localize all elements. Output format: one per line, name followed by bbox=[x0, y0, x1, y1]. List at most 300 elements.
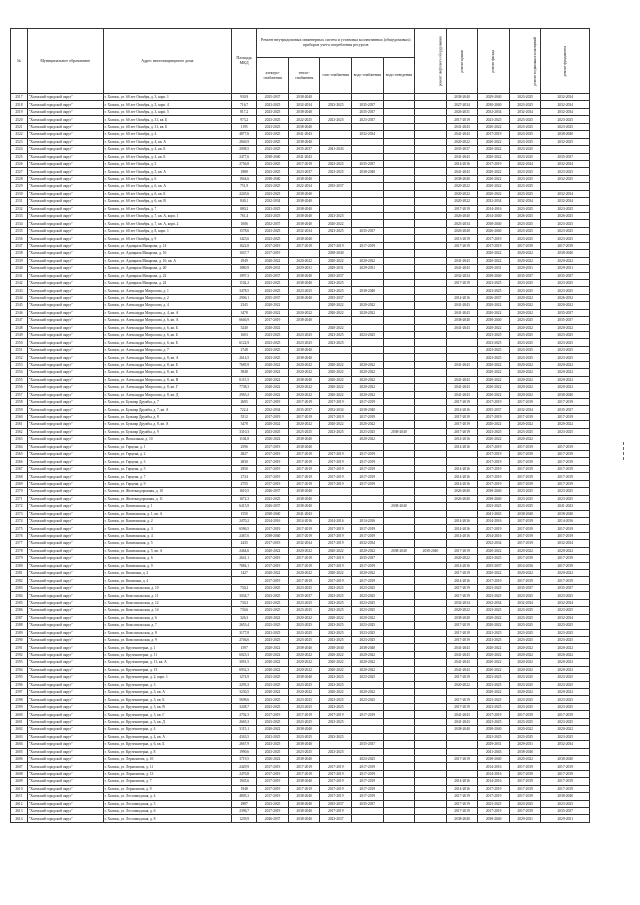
roof-cell bbox=[446, 332, 478, 339]
row-number: 2555 bbox=[11, 376, 28, 383]
table-row bbox=[11, 473, 590, 480]
roof-cell bbox=[446, 451, 478, 458]
foundation-cell: 2020-2022 bbox=[541, 257, 590, 264]
facade-cell: 2020-2022 bbox=[478, 138, 510, 145]
facade-cell: 2038-2040 bbox=[478, 317, 510, 324]
foundation-cell: 2023-2025 bbox=[541, 287, 590, 294]
address-cell: г. Холмск, ул. Адмирала Макарова, д. 22 bbox=[103, 272, 231, 279]
table-row bbox=[11, 220, 590, 227]
sewer-cell bbox=[383, 584, 415, 591]
facade-cell: 2020-2022 bbox=[478, 570, 510, 577]
table-row bbox=[11, 540, 590, 547]
table-row bbox=[11, 384, 590, 391]
table-row bbox=[11, 346, 590, 353]
roof-cell: 2014-2016 bbox=[446, 517, 478, 524]
water-cell: 2038-2040 bbox=[352, 168, 384, 175]
address-cell: г. Холмск, ул. Капитанская, д. 3 bbox=[103, 525, 231, 532]
gas-cell bbox=[320, 153, 352, 160]
foundation-cell: 2017-2019 bbox=[541, 555, 590, 562]
teplo-cell: 2038-2040 bbox=[288, 800, 320, 807]
address-cell: г. Холмск, ул. Крузенштерна, д. 3, кв. В bbox=[103, 703, 231, 710]
teplo-cell: 2023-2025 bbox=[288, 428, 320, 435]
roof-cell: 2035-2037 bbox=[446, 146, 478, 153]
area-cell: 3230,5 bbox=[232, 689, 257, 696]
electro-cell: 2017-2019 bbox=[257, 555, 289, 562]
basement-cell: 2023-2025 bbox=[509, 190, 541, 197]
facade-cell: 2026-2040 bbox=[478, 227, 510, 234]
foundation-cell: 2023-2025 bbox=[541, 116, 590, 123]
water-cell bbox=[352, 808, 384, 815]
lift-cell bbox=[415, 800, 447, 807]
foundation-cell: 2017-2019 bbox=[541, 785, 590, 792]
facade-cell: 2020-2022 bbox=[478, 547, 510, 554]
gas-cell: 2017-2019 bbox=[320, 480, 352, 487]
row-number: 2563 bbox=[11, 436, 28, 443]
address-cell: г. Холмск, ул. 60 лет Октября, д. 4 bbox=[103, 131, 231, 138]
address-cell: г. Холмск, ул. 60 лет Октября, д. 4, кв. Б bbox=[103, 153, 231, 160]
gas-cell: 2020-2022 bbox=[320, 391, 352, 398]
area-cell: 2950 bbox=[232, 465, 257, 472]
facade-cell: 2023-2025 bbox=[478, 116, 510, 123]
sewer-cell bbox=[383, 369, 415, 376]
basement-cell: 2038-2040 bbox=[509, 510, 541, 517]
foundation-cell: 2020-2022 bbox=[541, 651, 590, 658]
municipality-cell: "Холмский городской округ" bbox=[27, 324, 103, 331]
area-cell: 930,9 bbox=[232, 94, 257, 101]
row-number: 2550 bbox=[11, 339, 28, 346]
roof-cell: 2017-2019 bbox=[446, 808, 478, 815]
area-cell: 973,2 bbox=[232, 116, 257, 123]
row-number: 2519 bbox=[11, 108, 28, 115]
row-number: 2566 bbox=[11, 458, 28, 465]
gas-cell: 2020-2022 bbox=[320, 689, 352, 696]
basement-cell: 2017-2019 bbox=[509, 465, 541, 472]
electro-cell: 2023-2025 bbox=[257, 599, 289, 606]
foundation-cell bbox=[541, 146, 590, 153]
address-cell: г. Холмск, ул. Бульвар Дружбы, д. 8 bbox=[103, 413, 231, 420]
sewer-cell bbox=[383, 517, 415, 524]
electro-cell: 2020-2022 bbox=[257, 547, 289, 554]
foundation-cell: 2017-2019 bbox=[541, 458, 590, 465]
sewer-cell bbox=[383, 324, 415, 331]
address-cell: г. Холмск, ул. Адмирала Макарова, д. 20 bbox=[103, 265, 231, 272]
electro-cell: 2023-2025 bbox=[257, 629, 289, 636]
row-number: 2554 bbox=[11, 369, 28, 376]
gas-cell: 2023-2025 bbox=[320, 332, 352, 339]
gas-cell: 2023-2025 bbox=[320, 718, 352, 725]
municipality-cell: "Холмский городской округ" bbox=[27, 242, 103, 249]
area-cell: 1239,9 bbox=[232, 815, 257, 822]
gas-cell bbox=[320, 436, 352, 443]
table-row bbox=[11, 279, 590, 286]
sewer-cell bbox=[383, 674, 415, 681]
roof-cell: 2020-2022 bbox=[446, 555, 478, 562]
roof-cell: 2014-2016 bbox=[446, 562, 478, 569]
foundation-cell: 2023-2025 bbox=[541, 235, 590, 242]
foundation-cell: 2020-2022 bbox=[541, 666, 590, 673]
col-municipality-header: Муниципальное образование bbox=[27, 29, 103, 94]
electro-cell: 2017-2019 bbox=[257, 465, 289, 472]
address-cell: г. Холмск, ул. Александра Матросова, д. 1 bbox=[103, 287, 231, 294]
foundation-cell bbox=[541, 748, 590, 755]
foundation-cell: 2017-2019 bbox=[541, 763, 590, 770]
row-number: 2560 bbox=[11, 413, 28, 420]
sewer-cell bbox=[383, 651, 415, 658]
roof-cell: 2017-2019 bbox=[446, 116, 478, 123]
electro-cell: 2017-2019 bbox=[257, 398, 289, 405]
roof-cell: 2041-2043 bbox=[446, 361, 478, 368]
municipality-cell: "Холмский городской округ" bbox=[27, 607, 103, 614]
sewer-cell bbox=[383, 257, 415, 264]
teplo-cell bbox=[288, 250, 320, 257]
municipality-cell: "Холмский городской округ" bbox=[27, 495, 103, 502]
area-cell: 730,6 bbox=[232, 607, 257, 614]
roof-cell: 2014-2016 bbox=[446, 532, 478, 539]
municipality-cell: "Холмский городской округ" bbox=[27, 480, 103, 487]
table-row bbox=[11, 265, 590, 272]
foundation-cell: 2023-2025 bbox=[541, 227, 590, 234]
address-cell: г. Холмск, ул. Крузенштерна, д. 4, кв. А bbox=[103, 733, 231, 740]
roof-cell: 2017-2019 bbox=[446, 205, 478, 212]
basement-cell: 2020-2022 bbox=[509, 376, 541, 383]
table-row bbox=[11, 636, 590, 643]
row-number: 2607 bbox=[11, 763, 28, 770]
municipality-cell: "Холмский городской округ" bbox=[27, 451, 103, 458]
table-row bbox=[11, 755, 590, 762]
municipality-cell: "Холмский городской округ" bbox=[27, 763, 103, 770]
area-cell: 1427 bbox=[232, 570, 257, 577]
lift-cell bbox=[415, 324, 447, 331]
basement-cell: 2023-2025 bbox=[509, 220, 541, 227]
address-cell: г. Холмск, ул. 60 лет Октября, д. 6, кв. Б bbox=[103, 190, 231, 197]
foundation-cell: 2038-2040 bbox=[541, 131, 590, 138]
water-cell: 2035-2037 bbox=[352, 800, 384, 807]
address-cell: г. Холмск, ул. Герцена, д. 9 bbox=[103, 480, 231, 487]
row-number: 2609 bbox=[11, 778, 28, 785]
basement-cell: 2020-2022 bbox=[509, 384, 541, 391]
municipality-cell: "Холмский городской округ" bbox=[27, 808, 103, 815]
facade-cell: 2014-2016 bbox=[478, 770, 510, 777]
teplo-cell: 2041-2043 bbox=[288, 510, 320, 517]
area-cell: 6115,5 bbox=[232, 376, 257, 383]
area-cell: 2345 bbox=[232, 302, 257, 309]
table-row bbox=[11, 332, 590, 339]
lift-cell bbox=[415, 205, 447, 212]
teplo-cell: 2017-2019 bbox=[288, 577, 320, 584]
roof-cell: 2017-2019 bbox=[446, 800, 478, 807]
basement-cell: 2017-2019 bbox=[509, 770, 541, 777]
basement-cell: 2017-2019 bbox=[509, 451, 541, 458]
table-row bbox=[11, 94, 590, 101]
teplo-cell: 2020-2022 bbox=[288, 651, 320, 658]
table-row bbox=[11, 108, 590, 115]
table-row bbox=[11, 778, 590, 785]
roof-cell: 2020-2022 bbox=[446, 190, 478, 197]
water-cell bbox=[352, 503, 384, 510]
water-cell bbox=[352, 272, 384, 279]
gas-cell: 2017-2019 bbox=[320, 555, 352, 562]
facade-cell: 2014-2016 bbox=[478, 763, 510, 770]
facade-cell: 2017-2019 bbox=[478, 808, 510, 815]
teplo-cell: 2038-2040 bbox=[288, 123, 320, 130]
area-cell: 2614,5 bbox=[232, 354, 257, 361]
basement-cell: 2023-2025 bbox=[509, 674, 541, 681]
foundation-cell: 2017-2019 bbox=[541, 577, 590, 584]
sewer-cell: 2038-2040 bbox=[383, 428, 415, 435]
municipality-cell: "Холмский городской округ" bbox=[27, 235, 103, 242]
water-cell bbox=[352, 138, 384, 145]
table-row bbox=[11, 287, 590, 294]
row-number: 2545 bbox=[11, 302, 28, 309]
facade-cell: 2023-2025 bbox=[478, 287, 510, 294]
teplo-cell: 2014-2016 bbox=[288, 517, 320, 524]
row-number: 2562 bbox=[11, 428, 28, 435]
facade-cell: 2023-2025 bbox=[478, 339, 510, 346]
row-number: 2610 bbox=[11, 785, 28, 792]
water-cell bbox=[352, 183, 384, 190]
gas-cell: 2035-2037 bbox=[320, 800, 352, 807]
electro-cell: 2020-2022 bbox=[257, 651, 289, 658]
basement-cell: 2017-2019 bbox=[509, 242, 541, 249]
basement-cell: 2020-2022 bbox=[509, 644, 541, 651]
area-cell: 2470,8 bbox=[232, 770, 257, 777]
lift-cell bbox=[415, 376, 447, 383]
lift-cell bbox=[415, 517, 447, 524]
gas-cell: 2020-2022 bbox=[320, 547, 352, 554]
electro-cell: 2038-2040 bbox=[257, 153, 289, 160]
sewer-cell bbox=[383, 302, 415, 309]
facade-cell: 2020-2022 bbox=[478, 376, 510, 383]
basement-cell: 2023-2025 bbox=[509, 681, 541, 688]
roof-cell: 2017-2019 bbox=[446, 242, 478, 249]
address-cell: г. Холмск, ул. Крузенштерна, д. 3, кв. Б bbox=[103, 696, 231, 703]
table-row bbox=[11, 763, 590, 770]
lift-cell bbox=[415, 622, 447, 629]
basement-cell: 2023-2025 bbox=[509, 146, 541, 153]
address-cell: г. Холмск, ул. Комсомольская, д. 14 bbox=[103, 607, 231, 614]
sewer-cell bbox=[383, 525, 415, 532]
teplo-cell: 2038-2040 bbox=[288, 793, 320, 800]
municipality-cell: "Холмский городской округ" bbox=[27, 257, 103, 264]
facade-cell: 2041-2043 bbox=[478, 510, 510, 517]
row-number: 2604 bbox=[11, 741, 28, 748]
roof-cell: 2041-2043 bbox=[446, 257, 478, 264]
table-row bbox=[11, 703, 590, 710]
electro-cell: 2020-2022 bbox=[257, 726, 289, 733]
gas-cell bbox=[320, 317, 352, 324]
roof-cell: 2017-2019 bbox=[446, 629, 478, 636]
facade-cell: 2017-2019 bbox=[478, 785, 510, 792]
sewer-cell bbox=[383, 413, 415, 420]
water-cell: 2023-2037 bbox=[352, 116, 384, 123]
gas-cell: 2020-2022 bbox=[320, 421, 352, 428]
basement-cell: 2020-2022 bbox=[509, 391, 541, 398]
facade-cell: 2038-2040 bbox=[478, 755, 510, 762]
lift-cell bbox=[415, 361, 447, 368]
electro-cell: 2017-2019 bbox=[257, 778, 289, 785]
electro-cell: 2026-2037 bbox=[257, 488, 289, 495]
facade-cell: 2023-2025 bbox=[478, 354, 510, 361]
area-cell bbox=[232, 577, 257, 584]
foundation-cell: 2035-2037 bbox=[541, 153, 590, 160]
roof-cell: 2038-2040 bbox=[446, 726, 478, 733]
teplo-cell: 2020-2022 bbox=[288, 384, 320, 391]
address-cell: г. Холмск, ул. Крузенштерна, д. 8 bbox=[103, 748, 231, 755]
facade-cell: 2038-2040 bbox=[478, 815, 510, 822]
basement-cell: 2023-2025 bbox=[509, 183, 541, 190]
gas-cell: 2023-2025 bbox=[320, 622, 352, 629]
water-cell bbox=[352, 510, 384, 517]
roof-cell: 2020-2022 bbox=[446, 681, 478, 688]
electro-cell: 2017-2019 bbox=[257, 785, 289, 792]
table-row bbox=[11, 458, 590, 465]
facade-cell: 2017-2019 bbox=[478, 473, 510, 480]
basement-cell: 2023-2025 bbox=[509, 101, 541, 108]
basement-cell: 2029-2031 bbox=[509, 265, 541, 272]
table-row bbox=[11, 808, 590, 815]
electro-cell: 2023-2025 bbox=[257, 592, 289, 599]
address-cell: г. Холмск, ул. Александра Матросова, д. 8, кв. Д bbox=[103, 391, 231, 398]
gas-cell: 2023-2025 bbox=[320, 168, 352, 175]
foundation-cell: 2032-2025 bbox=[541, 175, 590, 182]
roof-cell: 2014-2016 bbox=[446, 525, 478, 532]
roof-cell: 2020-2022 bbox=[446, 607, 478, 614]
lift-cell bbox=[415, 495, 447, 502]
sewer-cell bbox=[383, 354, 415, 361]
roof-cell: 2026-2031 bbox=[446, 108, 478, 115]
electro-cell: 2026-2037 bbox=[257, 503, 289, 510]
electro-cell: 2026-2037 bbox=[257, 815, 289, 822]
row-number: 2581 bbox=[11, 570, 28, 577]
electro-cell: 2020-2022 bbox=[257, 376, 289, 383]
facade-cell: 2038-2040 bbox=[478, 220, 510, 227]
lift-cell bbox=[415, 770, 447, 777]
water-cell: 2023-2025 bbox=[352, 636, 384, 643]
municipality-cell: "Холмский городской округ" bbox=[27, 577, 103, 584]
municipality-cell: "Холмский городской округ" bbox=[27, 309, 103, 316]
roof-cell: 2017-2019 bbox=[446, 755, 478, 762]
municipality-cell: "Холмский городской округ" bbox=[27, 317, 103, 324]
facade-cell: 2017-2019 bbox=[478, 458, 510, 465]
table-row bbox=[11, 785, 590, 792]
electro-cell: 2017-2019 bbox=[257, 443, 289, 450]
municipality-cell: "Холмский городской округ" bbox=[27, 636, 103, 643]
teplo-cell: 2020-2022 bbox=[288, 421, 320, 428]
area-cell: 2840,9 bbox=[232, 138, 257, 145]
address-cell: г. Холмск, ул. Кичигина, д. 4 bbox=[103, 577, 231, 584]
water-cell bbox=[352, 235, 384, 242]
teplo-cell: 2038-2040 bbox=[288, 815, 320, 822]
facade-cell: 2023-2025 bbox=[478, 592, 510, 599]
area-cell: 1880,9 bbox=[232, 265, 257, 272]
row-number: 2582 bbox=[11, 577, 28, 584]
address-cell: г. Холмск, ул. Герцена, д. 7 bbox=[103, 473, 231, 480]
table-row bbox=[11, 413, 590, 420]
lift-cell bbox=[415, 755, 447, 762]
facade-cell: 2038-2040 bbox=[478, 726, 510, 733]
municipality-cell: "Холмский городской округ" bbox=[27, 458, 103, 465]
water-cell: 2020-2022 bbox=[352, 391, 384, 398]
electro-cell: 2017-2019 bbox=[257, 711, 289, 718]
water-cell: 2038-2040 bbox=[352, 644, 384, 651]
electro-cell: 2017-2019 bbox=[257, 473, 289, 480]
lift-cell bbox=[415, 302, 447, 309]
row-number: 2567 bbox=[11, 465, 28, 472]
municipality-cell: "Холмский городской округ" bbox=[27, 592, 103, 599]
basement-cell: 2023-2025 bbox=[509, 354, 541, 361]
address-cell: г. Холмск, ул. Крузенштерна, д. 1 bbox=[103, 644, 231, 651]
foundation-cell: 2020-2022 bbox=[541, 384, 590, 391]
row-number: 2540 bbox=[11, 265, 28, 272]
register-table-page bbox=[10, 28, 590, 823]
electro-cell: 2020-2022 bbox=[257, 361, 289, 368]
address-cell: г. Холмск, ул. Александра Матросова, д. 8, кв. А bbox=[103, 354, 231, 361]
gas-cell: 2017-2019 bbox=[320, 562, 352, 569]
facade-cell: 2020-2022 bbox=[478, 391, 510, 398]
basement-cell: 2038-2040 bbox=[509, 748, 541, 755]
municipality-cell: "Холмский городской округ" bbox=[27, 651, 103, 658]
water-cell bbox=[352, 815, 384, 822]
electro-cell: 2023-2025 bbox=[257, 183, 289, 190]
area-cell: 2987 bbox=[232, 800, 257, 807]
roof-cell bbox=[446, 741, 478, 748]
area-cell: 2906,1 bbox=[232, 294, 257, 301]
teplo-cell: 2038-2040 bbox=[288, 235, 320, 242]
foundation-cell: 2032-2034 bbox=[541, 614, 590, 621]
gas-cell: 2017-2019 bbox=[320, 413, 352, 420]
water-cell: 2023-2025 bbox=[352, 755, 384, 762]
basement-cell: 2023-2025 bbox=[509, 153, 541, 160]
facade-cell: 2026-2037 bbox=[478, 294, 510, 301]
municipality-cell: "Холмский городской округ" bbox=[27, 384, 103, 391]
water-cell bbox=[352, 153, 384, 160]
electro-cell: 2023-2025 bbox=[257, 800, 289, 807]
area-cell: 1603 bbox=[232, 332, 257, 339]
table-row bbox=[11, 324, 590, 331]
sewer-cell bbox=[383, 398, 415, 405]
table-row bbox=[11, 242, 590, 249]
lift-cell bbox=[415, 242, 447, 249]
sewer-cell bbox=[383, 309, 415, 316]
basement-cell: 2032-2034 bbox=[509, 406, 541, 413]
municipality-cell: "Холмский городской округ" bbox=[27, 302, 103, 309]
table-row bbox=[11, 488, 590, 495]
col-basement-label: ремонт подвальных помещений bbox=[532, 36, 537, 86]
facade-cell: 2014-2016 bbox=[478, 778, 510, 785]
gas-cell: 2020-2022 bbox=[320, 369, 352, 376]
lift-cell bbox=[415, 384, 447, 391]
lift-cell bbox=[415, 168, 447, 175]
basement-cell: 2020-2022 bbox=[509, 547, 541, 554]
teplo-cell: 2020-2022 bbox=[288, 309, 320, 316]
basement-cell: 2023-2025 bbox=[509, 205, 541, 212]
lift-cell bbox=[415, 793, 447, 800]
area-cell: 761,4 bbox=[232, 213, 257, 220]
basement-cell: 2023-2025 bbox=[509, 607, 541, 614]
water-cell bbox=[352, 748, 384, 755]
gas-cell bbox=[320, 131, 352, 138]
municipality-cell: "Холмский городской округ" bbox=[27, 213, 103, 220]
sewer-cell bbox=[383, 473, 415, 480]
area-cell: 1948 bbox=[232, 785, 257, 792]
address-cell: г. Холмск, ул. 60 лет Октября, д. 3, корп. 4 bbox=[103, 101, 231, 108]
municipality-cell: "Холмский городской округ" bbox=[27, 332, 103, 339]
facade-cell: 2029-2031 bbox=[478, 265, 510, 272]
foundation-cell: 2020-2022 bbox=[541, 726, 590, 733]
foundation-cell: 2023-2025 bbox=[541, 339, 590, 346]
foundation-cell: 2023-2025 bbox=[541, 800, 590, 807]
lift-cell bbox=[415, 436, 447, 443]
